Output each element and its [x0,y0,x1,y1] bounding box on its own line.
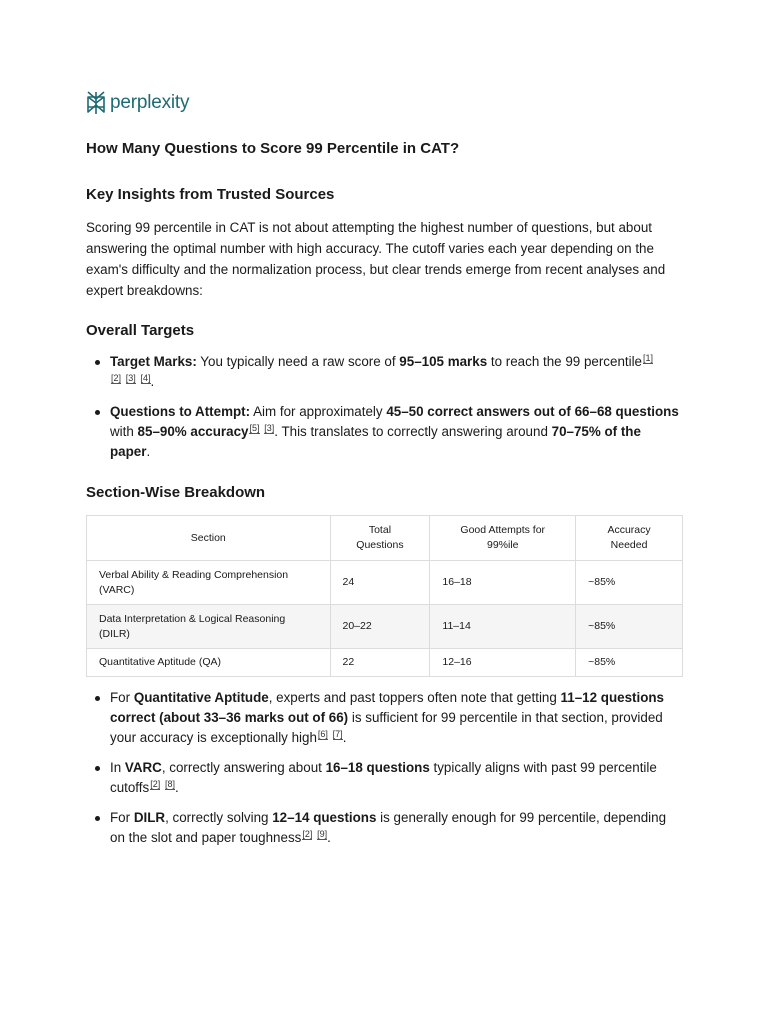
section-breakdown-heading: Section-Wise Breakdown [86,484,266,501]
questions-label: Questions to Attempt: [110,404,251,419]
note-text: . [327,830,331,845]
cell-accuracy: ~85% [576,649,683,677]
citation-link[interactable]: [2] [111,372,122,383]
column-header-accuracy: Accuracy Needed [576,516,683,561]
cell-good-attempts: 11–14 [430,605,576,649]
cell-total: 22 [330,649,430,677]
note-bold: DILR [133,810,166,825]
note-bold: 16–18 questions [325,760,430,775]
note-text: , correctly solving [165,810,273,825]
table-row [87,605,683,649]
citation-link[interactable]: [3] [125,372,136,383]
overall-targets-heading: Overall Targets [86,322,195,339]
note-bold: VARC [124,760,162,775]
note-text: is sufficient for 99 percentile in that section, provided your accuracy is exceptionally high [110,710,663,745]
table-row [87,649,683,677]
citation-link[interactable]: [7] [332,728,343,739]
brand-name: perplexity [110,92,190,113]
note-text: , correctly answering about [161,760,326,775]
key-insights-paragraph: Scoring 99 percentile in CAT is not about attempting the highest number of questions, but about answering the optimal number with high accuracy. The cutoff varies each year depending on the exam's difficulty and the normalization process, but clear trends emerge from recent analyses and expert breakdowns: [86,220,666,298]
cell-good-attempts: 16–18 [430,561,576,605]
citation-link[interactable]: [5] [249,422,260,433]
perplexity-logo[interactable] [86,90,189,116]
cell-section: Data Interpretation & Logical Reasoning (DILR) [87,605,331,649]
bullet-text: You typically need a raw score of [196,354,400,369]
overall-targets-list [86,352,684,472]
citation-link[interactable]: [6] [317,728,328,739]
note-text: is generally enough for 99 percentile, depending on the slot and paper toughness [110,810,667,845]
note-text: In [110,760,125,775]
cell-accuracy: ~85% [576,605,683,649]
note-text: . [174,780,179,795]
cell-total: 24 [330,561,430,605]
bullet-text: to reach the 99 percentile [487,354,643,369]
target-marks-label: Target Marks: [110,354,197,369]
note-text: . [342,730,347,745]
bullet-bold: 85–90% accuracy [137,424,249,439]
table-header-row [87,516,683,561]
bullet-bold: 45–50 correct answers out of 66–68 questions [386,404,679,419]
bullet-text: with [110,424,138,439]
list-item [110,758,684,798]
bullet-text: Aim for approximately [250,404,387,419]
column-header-section: Section [87,516,331,561]
cell-good-attempts: 12–16 [430,649,576,677]
note-text: For [110,690,134,705]
table-row [87,561,683,605]
column-header-good-attempts: Good Attempts for 99%ile [430,516,576,561]
note-text: , experts and past toppers often note that getting [268,690,561,705]
list-item [110,352,684,392]
note-text: typically aligns with past 99 percentile cutoffs [110,760,657,795]
citation-link[interactable]: [4] [140,372,151,383]
cell-accuracy: ~85% [576,561,683,605]
citation-link[interactable]: [9] [317,828,328,839]
bullet-bold: 70–75% of the paper [110,424,641,459]
note-text: For [110,810,134,825]
bullet-text: . This translates to correctly answering around [274,424,552,439]
list-item [110,808,684,848]
cell-total: 20–22 [330,605,430,649]
key-insights-heading: Key Insights from Trusted Sources [86,186,335,203]
perplexity-logo-icon [86,91,106,115]
note-bold: Quantitative Aptitude [133,690,269,705]
citation-link[interactable]: [2] [150,778,161,789]
note-bold: 12–14 questions [272,810,377,825]
column-header-total: Total Questions [330,516,430,561]
citation-link[interactable]: [8] [164,778,175,789]
page-title: How Many Questions to Score 99 Percentile in CAT? [86,140,460,157]
citation-link[interactable]: [3] [264,422,275,433]
section-breakdown-table [86,515,683,677]
citation-link[interactable]: [1] [643,352,654,363]
list-item [110,402,684,462]
bullet-bold: 95–105 marks [399,354,488,369]
cell-section: Verbal Ability & Reading Comprehension (VARC) [87,561,331,605]
list-item [110,688,684,748]
section-notes-list [86,688,684,858]
bullet-text: . [146,444,151,459]
note-bold: 11–12 questions correct (about 33–36 marks out of 66) [110,690,665,725]
bullet-text: . [150,374,155,389]
citation-link[interactable]: [2] [302,828,313,839]
cell-section: Quantitative Aptitude (QA) [87,649,331,677]
